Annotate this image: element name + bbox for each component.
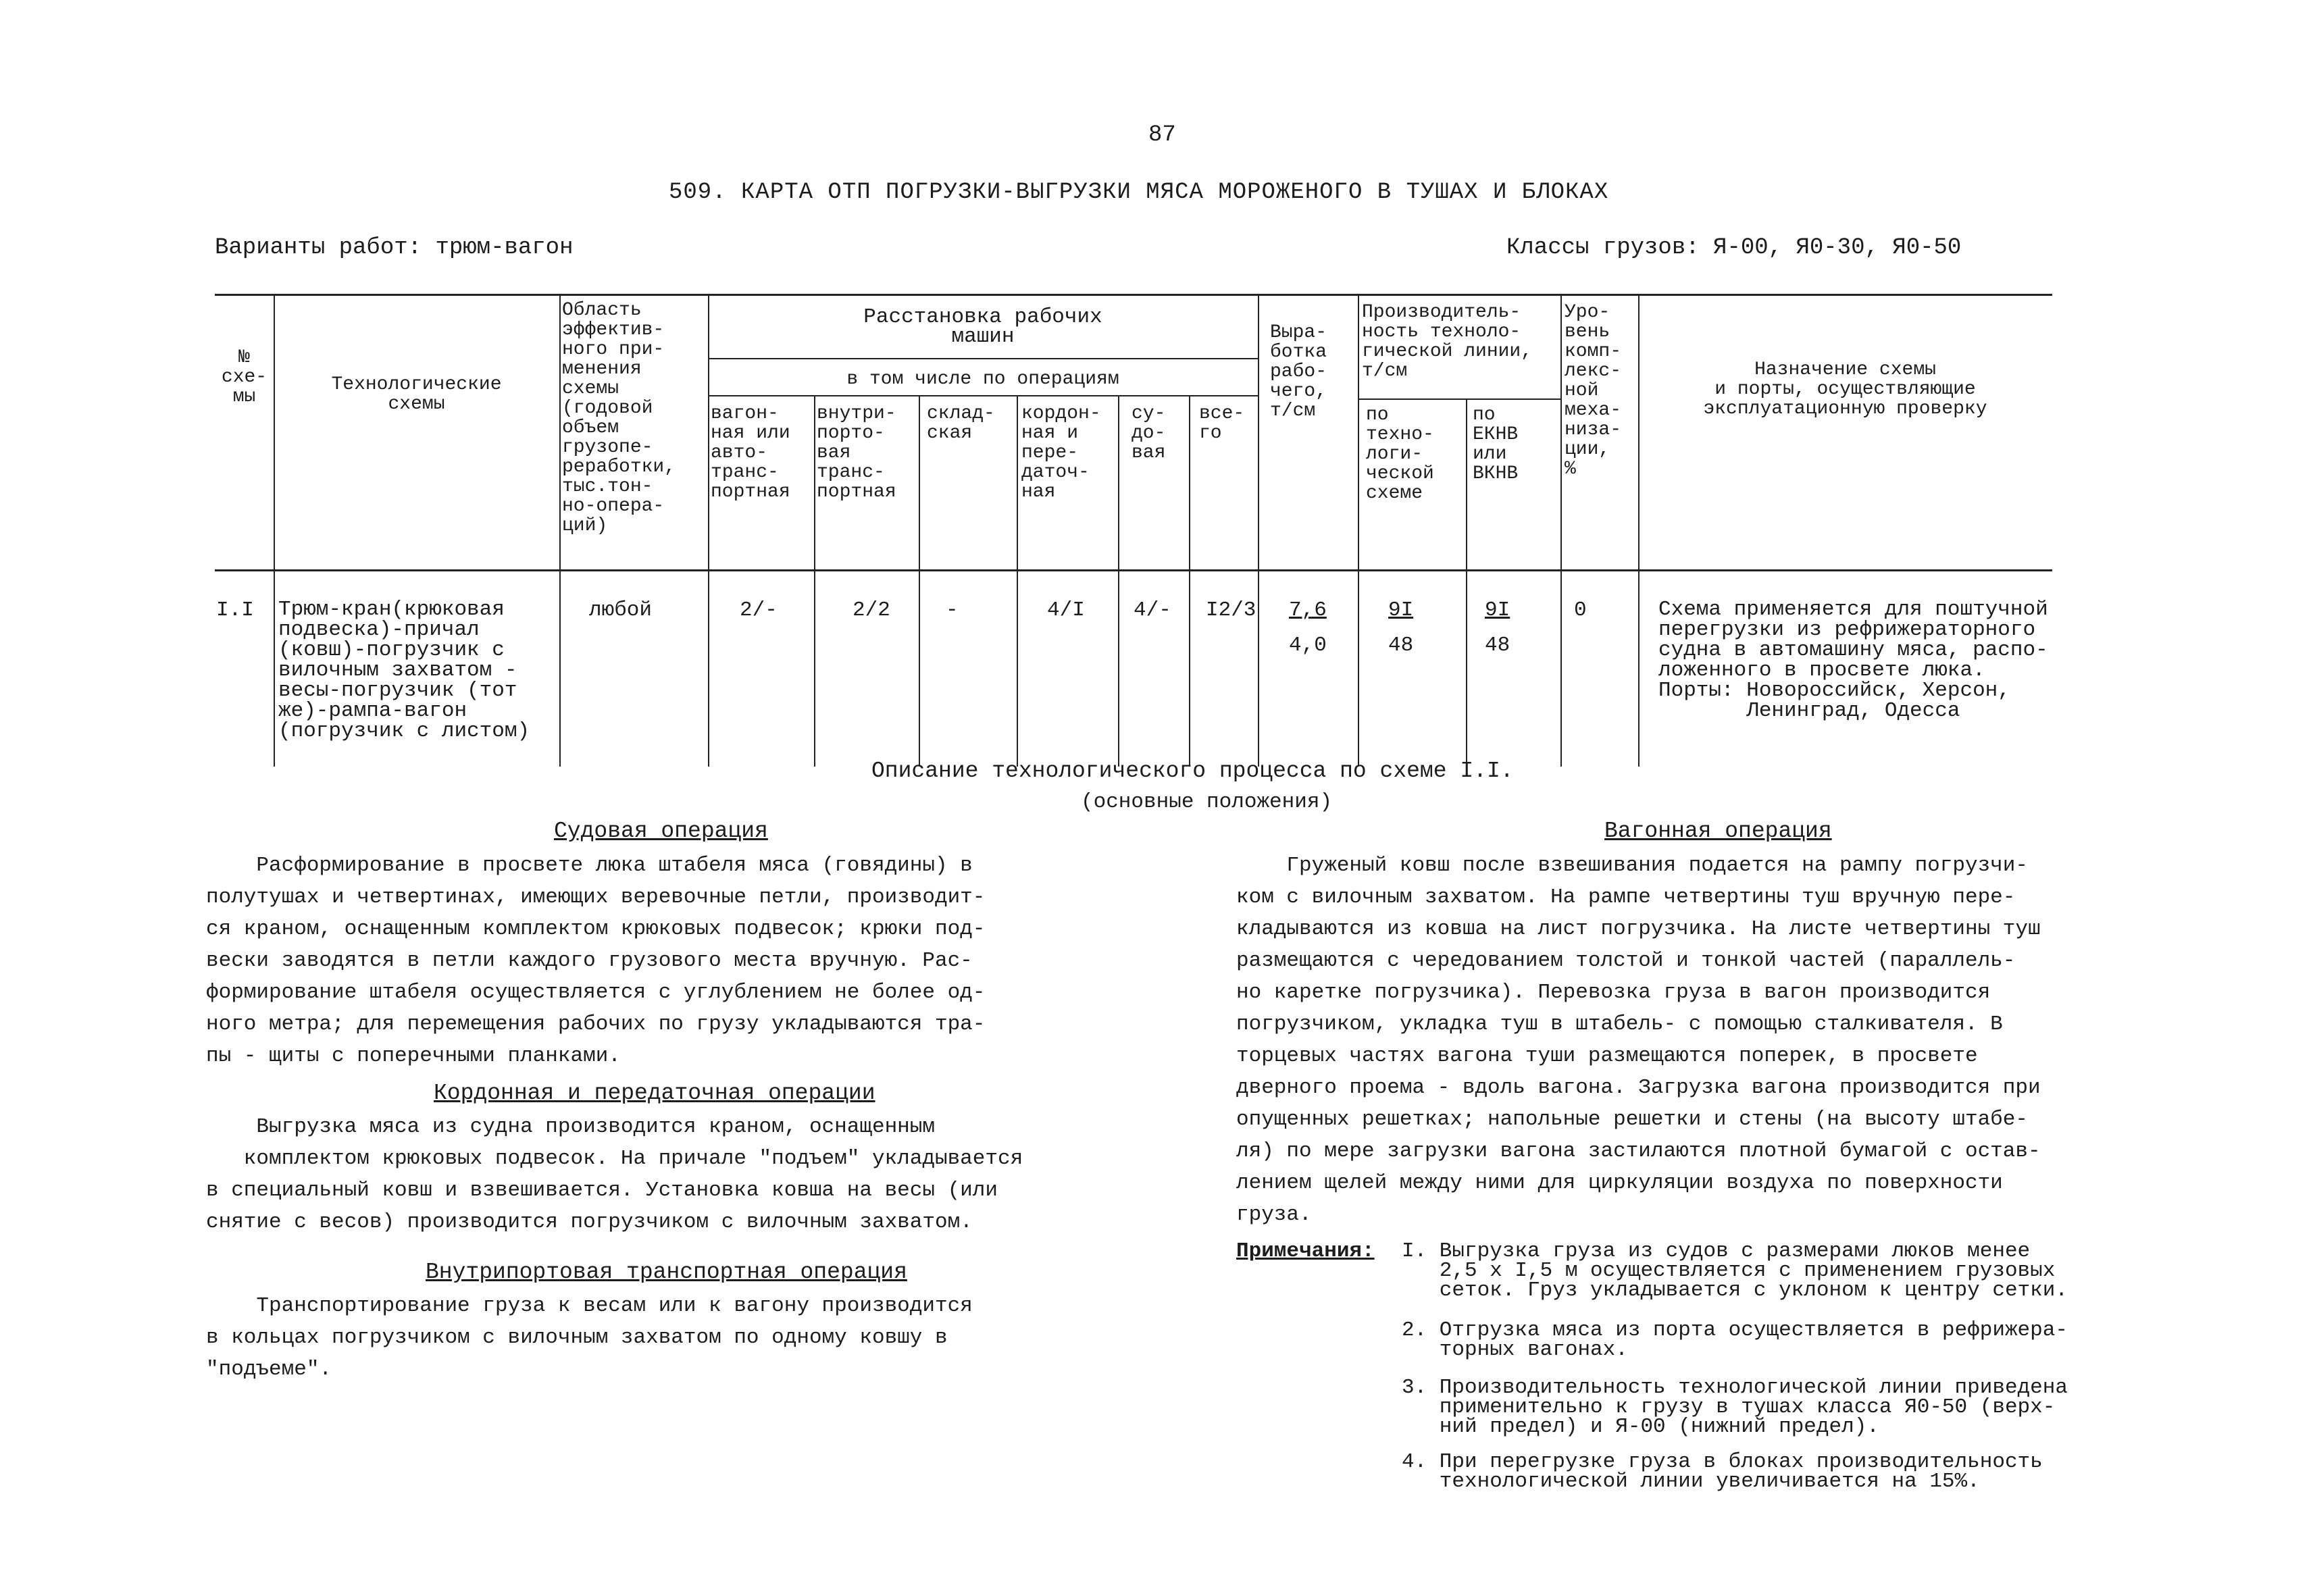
row-op-wagon: 2/-	[740, 598, 778, 622]
cordon-operation-text: Выгрузка мяса из судна производится краном, оснащенным комплектом крюковых подвесок. На причале "подъем" укладывается в специальный ковш и взвешивается. Установка ковша на весы (или снятие с весов) производится погрузчиком с вилочным захватом.	[206, 1115, 1023, 1234]
row-prod-scheme-bottom: 48	[1388, 634, 1414, 657]
row-output-top: 7,6	[1289, 598, 1327, 622]
row-prod-eknv-top: 9I	[1485, 598, 1510, 622]
header-prod-by-scheme: по техно- логи- ческой схеме	[1366, 405, 1434, 504]
col-divider	[274, 294, 275, 767]
description-subtitle: (основные положения)	[1081, 790, 1333, 814]
note-item: 3. Производительность технологической линии приведена применительно к грузу в тушах класса Я0-50 (верх- ний предел) и Я-00 (нижний предел).	[1402, 1376, 2068, 1439]
table-header-bottom	[215, 569, 2052, 571]
header-application-area: Область эффектив- ного при- менения схемы (годовой объем грузопе- реработки, тыс.тон- но-опера- ций)	[562, 300, 676, 536]
table-subheader-line	[708, 358, 1258, 359]
row-output-bottom: 4,0	[1289, 634, 1327, 657]
row-op-ship: 4/-	[1134, 598, 1171, 622]
table-subheader-line-2	[708, 395, 1258, 396]
col-divider	[1118, 395, 1119, 767]
row-op-warehouse: -	[946, 598, 959, 622]
col-divider	[1017, 395, 1018, 767]
cordon-operation-title: Кордонная и передаточная операции	[434, 1081, 875, 1106]
wagon-operation-title: Вагонная операция	[1604, 819, 1832, 844]
note-item: I. Выгрузка груза из судов с размерами люков менее 2,5 х I,5 м осуществляется с применением грузовых сеток. Груз укладывается с уклоном к центру сетки.	[1402, 1239, 2068, 1302]
header-scheme-no: № схе- мы	[221, 347, 268, 407]
header-productivity: Производитель- ность техноло- гической линии, т/см	[1362, 302, 1533, 382]
ship-operation-text: Расформирование в просвете люка штабеля мяса (говядины) в полутушах и четвертинах, имеющих веревочные петли, производит- ся краном, оснащенным комплектом крюковых подвесок; крюки под- вески заводятся в петли каждого грузового места вручную. Рас- формирование штабеля осуществляется с углублением не более од- ного метра; для перемещения рабочих по грузу укладываются тра- пы - щиты с поперечными планками.	[206, 854, 986, 1068]
col-divider	[1189, 395, 1190, 767]
note-item: 2. Отгрузка мяса из порта осуществляется в рефрижера- торных вагонах.	[1402, 1318, 2068, 1362]
header-op-ship: су- до- вая	[1132, 403, 1166, 463]
header-including-by-operations: в том числе по операциям	[846, 369, 1119, 390]
page-title: 509. КАРТА ОТП ПОГРУЗКИ-ВЫГРУЗКИ МЯСА МОРОЖЕНОГО В ТУШАХ И БЛОКАХ	[669, 180, 1609, 205]
header-op-wagon: вагон- ная или авто- транс- портная	[711, 403, 790, 503]
wagon-operation-text: Груженый ковш после взвешивания подается на рампу погрузчи- ком с вилочным захватом. На рампе четвертины туш вручную пере- кладываются из ковша на лист погрузчика. На листе четвертины туш размещаются с чередованием толстой и тонкой частей (параллель- но каретке погрузчика). Перевозка груза в вагон производится погрузчиком, укладка туш в штабель- с помощью сталкивателя. В торцевых частях вагона туши размещаются поперек, в просвете дверного проема - вдоль вагона. Загрузка вагона производится при опущенных решетках; напольные решетки и стены (на высоту штабе- ля) по мере загрузки вагона застилаются плотной бумагой с остав- лением щелей между ними для циркуляции воздуха по поверхности груза.	[1236, 854, 2041, 1227]
col-divider	[1258, 294, 1259, 767]
header-op-warehouse: склад- ская	[927, 403, 995, 444]
row-prod-eknv-bottom: 48	[1485, 634, 1510, 657]
header-prod-by-eknv: по ЕКНВ или ВКНВ	[1473, 405, 1519, 484]
row-op-intraport: 2/2	[853, 598, 890, 622]
table-top-border	[215, 294, 2052, 296]
intraport-operation-title: Внутрипортовая транспортная операция	[426, 1260, 907, 1285]
header-tech-schemes: Технологические схемы	[331, 374, 502, 415]
description-title: Описание технологического процесса по схеме I.I.	[871, 758, 1514, 783]
row-op-total: I2/3	[1206, 598, 1256, 622]
header-mechanization-level: Уро- вень комп- лекс- ной меха- низа- ции, %	[1565, 302, 1622, 480]
header-output: Выра- ботка рабо- чего, т/см	[1270, 322, 1327, 421]
row-scheme-no: I.I	[216, 598, 254, 622]
row-mechanization-level: 0	[1574, 598, 1587, 622]
header-op-cordon: кордон- ная и пере- даточ- ная	[1021, 403, 1101, 503]
row-tech-scheme: Трюм-кран(крюковая подвеска)-причал (ковш)-погрузчик с вилочным захватом - весы-погрузчик (тот же)-рампа-вагон (погрузчик с листом)	[278, 598, 530, 743]
work-variants: Варианты работ: трюм-вагон	[215, 235, 574, 261]
col-divider	[919, 395, 920, 767]
col-divider	[559, 294, 561, 767]
col-divider	[1358, 294, 1359, 767]
col-divider	[708, 294, 709, 767]
cargo-classes: Классы грузов: Я-00, Я0-30, Я0-50	[1506, 235, 1962, 261]
header-purpose: Назначение схемы и порты, осуществляющие эксплуатационную проверку	[1703, 359, 1987, 419]
page-number: 87	[1148, 122, 1176, 148]
col-divider	[814, 395, 815, 767]
col-divider	[1466, 398, 1467, 767]
intraport-operation-text: Транспортирование груза к весам или к вагону производится в кольцах погрузчиком с вилочным захватом по одному ковшу в "подъеме".	[206, 1294, 973, 1381]
notes-label: Примечания:	[1236, 1239, 1375, 1263]
col-divider	[1560, 294, 1562, 767]
header-machines-arrangement: Расстановка рабочих машин	[863, 305, 1102, 349]
row-prod-scheme-top: 9I	[1388, 598, 1414, 622]
ship-operation-title: Судовая операция	[554, 819, 768, 844]
row-purpose: Схема применяется для поштучной перегрузки из рефрижераторного судна в автомашину мяса, распо- ложенного в просвете люка. Порты: Новороссийск, Херсон, Ленинград, Одесса	[1658, 598, 2048, 723]
productivity-divider-line	[1358, 398, 1560, 400]
row-application-area: любой	[589, 598, 653, 622]
row-op-cordon: 4/I	[1047, 598, 1085, 622]
note-item: 4. При перегрузке груза в блоках производительность технологической линии увеличивается на 15%.	[1402, 1450, 2043, 1493]
header-op-total: все- го	[1199, 403, 1245, 444]
header-op-intraport: внутри- порто- вая транс- портная	[817, 403, 896, 503]
